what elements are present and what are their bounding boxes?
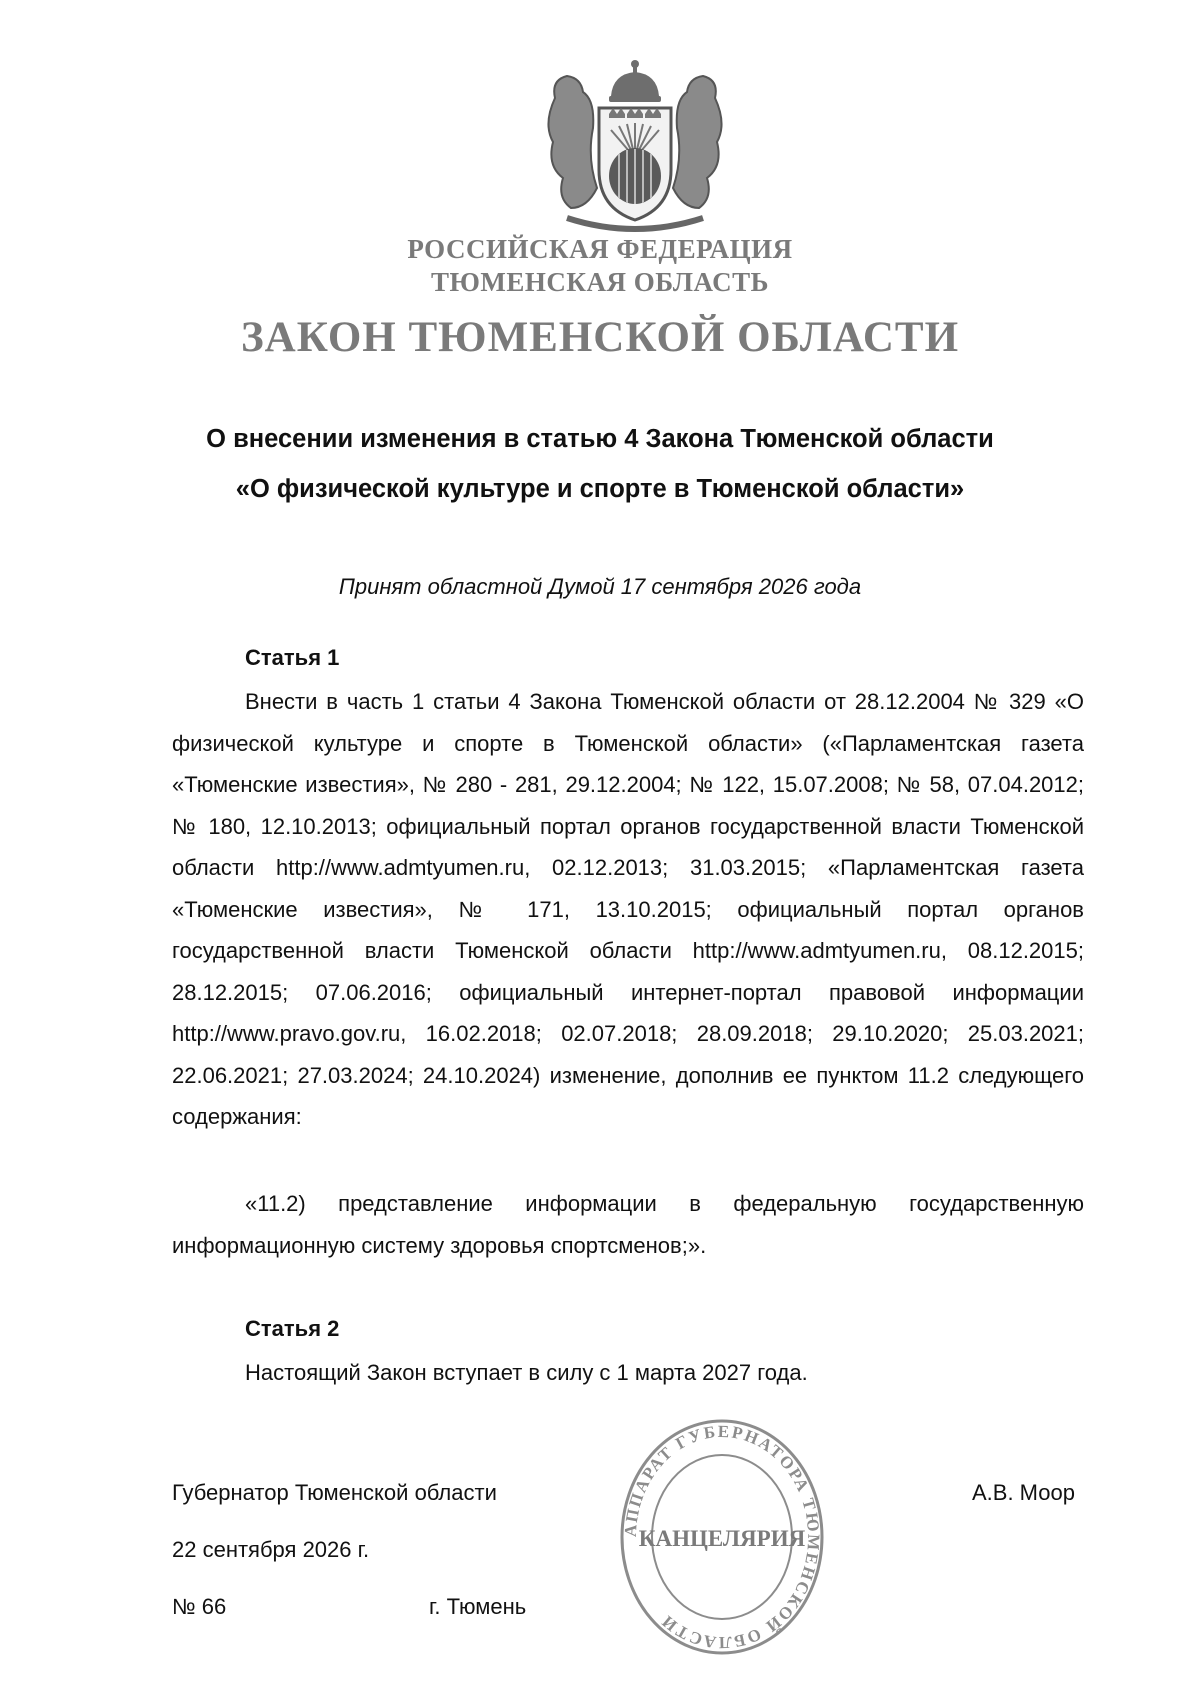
article-1-heading: Статья 1	[245, 645, 340, 670]
law-title-line-1: О внесении изменения в статью 4 Закона Тюменской области	[206, 425, 994, 453]
article-1-paragraph-2: «11.2) представление информации в федеральную государственную информационную систему здоровья спортсменов;».	[172, 1191, 1084, 1258]
signatory-position: Губернатор Тюменской области	[172, 1480, 497, 1505]
law-number: № 66	[172, 1594, 227, 1619]
article-2-paragraph: Настоящий Закон вступает в силу с 1 марта 2027 года.	[245, 1360, 808, 1385]
header-country: РОССИЙСКАЯ ФЕДЕРАЦИЯ	[407, 234, 793, 264]
signatory-name: А.В. Моор	[972, 1480, 1075, 1505]
coat-of-arms-icon	[537, 58, 733, 238]
official-stamp	[618, 1416, 826, 1658]
adoption-note: Принят областной Думой 17 сентября 2026 года	[338, 574, 862, 599]
document-type-heading: ЗАКОН ТЮМЕНСКОЙ ОБЛАСТИ	[240, 314, 960, 361]
stamp-center-text: КАНЦЕЛЯРИЯ	[638, 1526, 806, 1551]
article-1-paragraph-1: Внести в часть 1 статьи 4 Закона Тюменской области от 28.12.2004 № 329 «О физической культуре и спорте в Тюменской области» («Парламентская газета «Тюменские известия», № 280 - 281, 29.12.2004; № 122, 15.07.2008; № 58, 07.04.2012; № 180, 12.10.2013; официальный портал органов государственной власти Тюменской области http://www.admtyumen.ru, 02.12.2013; 31.03.2015; «Парламентская газета «Тюменские известия», № 171, 13.10.2015; официальный портал органов государственной власти Тюменской области http://www.admtyumen.ru, 08.12.2015; 28.12.2015; 07.06.2016; официальный интернет-портал правовой информации http://www.pravo.gov.ru, 16.02.2018; 02.07.2018; 28.09.2018; 29.10.2020; 25.03.2021; 22.06.2021; 27.03.2024; 24.10.2024) изменение, дополнив ее пунктом 11.2 следующего содержания:	[172, 689, 1084, 1129]
law-title-line-2: «О физической культуре и спорте в Тюменской области»	[235, 475, 965, 503]
stamp-outer-text: АППАРАТ ГУБЕРНАТОРА ТЮМЕНСКОЙ ОБЛАСТИ	[620, 1421, 824, 1653]
header-region: ТЮМЕНСКАЯ ОБЛАСТЬ	[430, 267, 770, 297]
signing-city: г. Тюмень	[429, 1594, 527, 1619]
signing-date: 22 сентября 2026 г.	[172, 1537, 370, 1562]
article-2-heading: Статья 2	[245, 1316, 340, 1341]
